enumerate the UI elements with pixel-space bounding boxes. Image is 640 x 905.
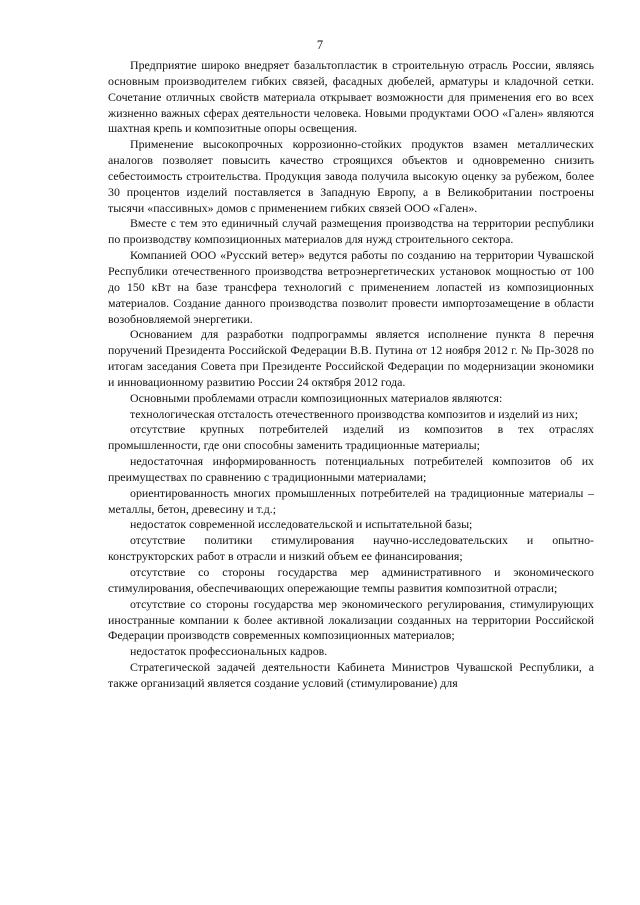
problem-item: отсутствие со стороны государства мер административного и экономического стимулирования, обеспечивающих опережающие темпы развития композитной отрасли; (108, 565, 594, 595)
problem-item: недостаточная информированность потенциальных потребителей композитов об их преимуществах по сравнению с традиционными материалами; (108, 454, 594, 484)
body-text (108, 58, 594, 692)
problem-item: технологическая отсталость отечественного производства композитов и изделий из них; (130, 406, 579, 421)
problem-item: ориентированность многих промышленных потребителей на традиционные материалы – металлы, бетон, древесину и т.д.; (108, 485, 594, 516)
paragraph-composite-products: Применение высокопрочных коррозионно-стойких продуктов взамен металлических аналогов позволяет повысить качество строящихся объектов и одновременно снизить себестоимость строительства. Продукция завода получила высокую оценку за рубежом, более 30 процентов изделий поставляется в Западную Европу, а в Великобритании построены тысячи «пассивных» домов с применением гибких связей ООО «Гален». (108, 137, 594, 215)
problem-item: отсутствие политики стимулирования научно-исследовательских и опытно-конструкторских работ в отрасли и низкий объем ее финансирования; (108, 533, 594, 564)
paragraph-russian-wind: Компанией ООО «Русский ветер» ведутся работы по созданию на территории Чувашской Республики отечественного производства ветроэнергетических установок мощностью от 100 до 150 кВт на базе трансфера технологий с применением лопастей из композиционных материалов. Создание данного производства позволит провести импортозамещение в области возобновляемой энергетики. (108, 248, 594, 326)
problem-item: недостаток современной исследовательской и испытательной базы; (130, 517, 473, 532)
paragraph-single-case: Вместе с тем это единичный случай размещения производства на территории республики по производству композиционных материалов для нужд строительного сектора. (108, 216, 594, 247)
paragraph-galen-basalt: Предприятие широко внедряет базальтопластик в строительную отрасль России, являясь основным производителем гибких связей, фасадных дюбелей, арматуры и кладочной сетки. Сочетание отличных свойств материала открывает возможности для применения его во всех жизненно важных сферах деятельности человека. Новыми продуктами ООО «Гален» являются шахтная крепь и композитные опоры освещения. (108, 58, 594, 136)
paragraph-legal-basis: Основанием для разработки подпрограммы является исполнение пункта 8 перечня поручений Президента Российской Федерации В.В. Путина от 12 ноября 2012 г. № Пр-3028 по итогам заседания Совета при Президенте Российской Федерации по модернизации экономики и инновационному развитию России 24 октября 2012 года. (108, 327, 594, 389)
paragraph-problems-intro: Основными проблемами отрасли композиционных материалов являются: (130, 390, 503, 405)
paragraph-strategic-task: Стратегической задачей деятельности Кабинета Министров Чувашской Республики, а также организаций является создание условий (стимулирование) для (108, 660, 594, 690)
problem-item: отсутствие крупных потребителей изделий из композитов в тех отраслях промышленности, где они способны заменить традиционные материалы; (108, 422, 594, 453)
problem-item: недостаток профессиональных кадров. (130, 644, 328, 659)
problem-item: отсутствие со стороны государства мер экономического регулирования, стимулирующих иностранные компании к более активной локализации созданных на территории Российской Федерации производств современных композиционных материалов; (108, 596, 594, 643)
page-number: 7 (316, 38, 324, 52)
